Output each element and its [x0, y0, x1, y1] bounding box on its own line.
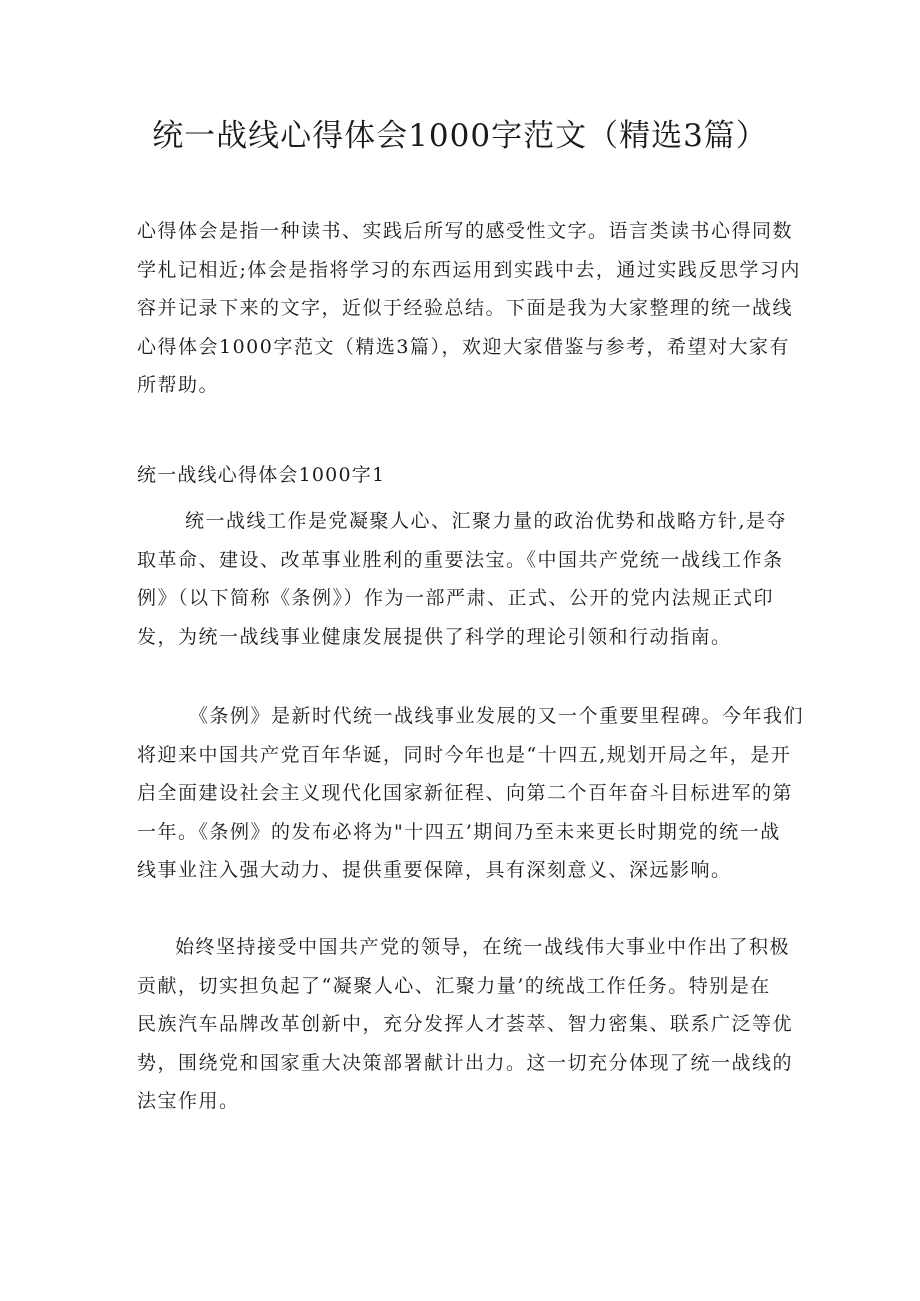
intro-line: 心得体会1000字范文（精选3篇），欢迎大家借鉴与参考，希望对大家有 [137, 335, 790, 358]
intro-paragraph [137, 212, 801, 405]
paragraph-line: 发，为统一战线事业健康发展提供了科学的理论引领和行动指南。 [137, 625, 732, 648]
intro-line: 心得体会是指一种读书、实践后所写的感受性文字。语言类读书心得同数 [137, 220, 794, 242]
paragraph-line: 一年。《条例》的发布必将为"十四五’期间乃至未来更长时期党的统一战 [137, 820, 781, 843]
paragraph-3 [137, 928, 797, 1121]
paragraph-line: 贡献，切实担负起了“凝聚人心、汇聚力量’的统战工作任务。特别是在 [137, 974, 771, 997]
paragraph-line: 取革命、建设、改革事业胜利的重要法宝。《中国共产党统一战线工作条 [137, 548, 784, 571]
paragraph-line: 民族汽车品牌改革创新中，充分发挥人才荟萃、智力密集、联系广泛等优 [137, 1013, 794, 1035]
paragraph-1 [137, 502, 797, 656]
paragraph-line: 始终坚持接受中国共产党的领导，在统一战线伟大事业中作出了积极 [175, 936, 791, 958]
paragraph-line: 将迎来中国共产党百年华诞，同时今年也是“十四五,规划开局之年，是开 [137, 743, 792, 766]
section-heading: 统一战线心得体会1000字1 [137, 464, 386, 486]
document-title: 统一战线心得体会1000字范文（精选3篇） [152, 118, 768, 154]
paragraph-line: 法宝作用。 [137, 1090, 240, 1112]
intro-line: 所帮助。 [137, 374, 220, 396]
intro-line: 容并记录下来的文字，近似于经验总结。下面是我为大家整理的统一战线 [137, 297, 794, 319]
paragraph-line: 统一战线工作是党凝聚人心、汇聚力量的政治优势和战略方针,是夺 [185, 510, 788, 532]
intro-line: 学札记相近;体会是指将学习的东西运用到实践中去，通过实践反思学习内 [137, 258, 801, 281]
paragraph-line: 《条例》是新时代统一战线事业发展的又一个重要里程碑。今年我们 [189, 705, 805, 727]
paragraph-line: 线事业注入强大动力、提供重要保障，具有深刻意义、深远影响。 [137, 859, 732, 881]
paragraph-2 [137, 697, 805, 890]
paragraph-line: 启全面建设社会主义现代化国家新征程、向第二个百年奋斗目标进军的第 [137, 782, 794, 804]
paragraph-line: 势，围绕党和国家重大决策部署献计出力。这一切充分体现了统一战线的 [137, 1051, 794, 1074]
paragraph-line: 例》（以下简称《条例》）作为一部严肃、正式、公开的党内法规正式印 [137, 587, 775, 609]
